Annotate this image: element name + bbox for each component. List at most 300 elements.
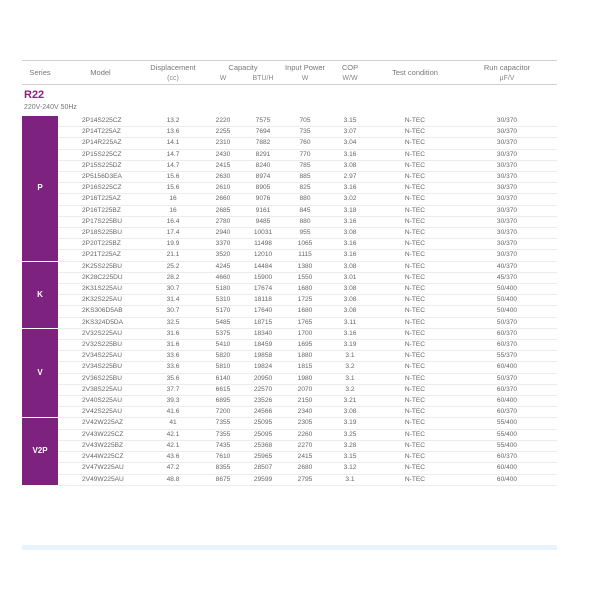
cell-input-power: 2340	[283, 407, 327, 418]
cell-cop: 3.08	[327, 160, 373, 171]
cell-test-condition: N-TEC	[373, 384, 457, 395]
cell-input-power: 2070	[283, 384, 327, 395]
cell-displacement: 19.9	[143, 239, 203, 250]
table-row	[22, 239, 557, 250]
header-run-capacitor: Run capacitor	[457, 61, 557, 74]
table-body	[22, 116, 557, 485]
header-capacity-w: W	[203, 73, 243, 85]
cell-capacity-w: 6615	[203, 384, 243, 395]
cell-capacity-w: 4660	[203, 272, 243, 283]
cell-capacity-btu: 19858	[243, 351, 283, 362]
cell-capacity-btu: 28507	[243, 463, 283, 474]
cell-cop: 3.08	[327, 228, 373, 239]
table-row	[22, 250, 557, 261]
cell-model: 2P16T225BZ	[58, 205, 143, 216]
cell-input-power: 1380	[283, 261, 327, 272]
cell-cop: 3.16	[327, 183, 373, 194]
cell-model: 2V32S225AU	[58, 328, 143, 339]
cell-input-power: 2415	[283, 452, 327, 463]
cell-displacement: 15.6	[143, 172, 203, 183]
cell-displacement: 16	[143, 205, 203, 216]
cell-run-capacitor: 30/370	[457, 149, 557, 160]
compressor-spec-table	[22, 60, 557, 85]
cell-cop: 3.28	[327, 440, 373, 451]
refrigerant-title: R22	[24, 89, 45, 101]
table-row	[22, 418, 557, 429]
cell-capacity-w: 5375	[203, 328, 243, 339]
cell-model: 2P14R225AZ	[58, 138, 143, 149]
cell-displacement: 15.6	[143, 183, 203, 194]
cell-capacity-w: 5820	[203, 351, 243, 362]
cell-cop: 3.08	[327, 295, 373, 306]
cell-capacity-w: 2940	[203, 228, 243, 239]
cell-capacity-btu: 7882	[243, 138, 283, 149]
cell-capacity-btu: 29599	[243, 474, 283, 485]
cell-input-power: 1980	[283, 373, 327, 384]
cell-capacity-w: 5810	[203, 362, 243, 373]
series-label: K	[22, 261, 58, 328]
cell-model: 2P17S225BU	[58, 216, 143, 227]
cell-input-power: 955	[283, 228, 327, 239]
cell-cop: 3.16	[327, 216, 373, 227]
cell-capacity-btu: 22570	[243, 384, 283, 395]
cell-test-condition: N-TEC	[373, 127, 457, 138]
header-test-condition: Test condition	[373, 61, 457, 85]
cell-run-capacitor: 30/370	[457, 239, 557, 250]
cell-capacity-w: 2255	[203, 127, 243, 138]
cell-run-capacitor: 60/370	[457, 340, 557, 351]
cell-capacity-w: 2310	[203, 138, 243, 149]
cell-capacity-btu: 25368	[243, 440, 283, 451]
cell-input-power: 770	[283, 149, 327, 160]
cell-model: 2K28C225DU	[58, 272, 143, 283]
table-row	[22, 340, 557, 351]
cell-test-condition: N-TEC	[373, 272, 457, 283]
cell-model: 2V42W225AZ	[58, 418, 143, 429]
voltage-label: 220V-240V 50Hz	[24, 104, 77, 111]
cell-cop: 3.21	[327, 396, 373, 407]
table-row	[22, 474, 557, 485]
cell-cop: 3.1	[327, 373, 373, 384]
cell-displacement: 16	[143, 194, 203, 205]
cell-input-power: 1880	[283, 351, 327, 362]
table-row	[22, 272, 557, 283]
table-row	[22, 149, 557, 160]
cell-cop: 3.12	[327, 463, 373, 474]
cell-input-power: 1065	[283, 239, 327, 250]
cell-cop: 3.19	[327, 418, 373, 429]
cell-run-capacitor: 55/400	[457, 429, 557, 440]
cell-test-condition: N-TEC	[373, 239, 457, 250]
cell-model: 2KS306D5AB	[58, 306, 143, 317]
table-row	[22, 138, 557, 149]
cell-capacity-w: 7435	[203, 440, 243, 451]
cell-test-condition: N-TEC	[373, 172, 457, 183]
cell-input-power: 760	[283, 138, 327, 149]
cell-input-power: 2795	[283, 474, 327, 485]
cell-model: 2K32S225AU	[58, 295, 143, 306]
cell-test-condition: N-TEC	[373, 149, 457, 160]
cell-capacity-w: 7355	[203, 429, 243, 440]
cell-model: 2V49W225AU	[58, 474, 143, 485]
cell-capacity-w: 4245	[203, 261, 243, 272]
series-label: V2P	[22, 418, 58, 485]
cell-capacity-btu: 24566	[243, 407, 283, 418]
cell-model: 2P14S225CZ	[58, 116, 143, 127]
table-row	[22, 172, 557, 183]
cell-run-capacitor: 30/370	[457, 116, 557, 127]
cell-capacity-btu: 17640	[243, 306, 283, 317]
table-row	[22, 194, 557, 205]
cell-displacement: 42.1	[143, 440, 203, 451]
cell-run-capacitor: 60/400	[457, 463, 557, 474]
cell-test-condition: N-TEC	[373, 250, 457, 261]
cell-run-capacitor: 50/400	[457, 284, 557, 295]
cell-run-capacitor: 50/400	[457, 306, 557, 317]
cell-model: 2K25S225BU	[58, 261, 143, 272]
cell-run-capacitor: 30/370	[457, 250, 557, 261]
cell-test-condition: N-TEC	[373, 317, 457, 328]
cell-input-power: 2680	[283, 463, 327, 474]
cell-input-power: 735	[283, 127, 327, 138]
cell-displacement: 28.2	[143, 272, 203, 283]
cell-capacity-btu: 12010	[243, 250, 283, 261]
cell-capacity-w: 7355	[203, 418, 243, 429]
cell-input-power: 1115	[283, 250, 327, 261]
cell-displacement: 31.6	[143, 340, 203, 351]
cell-model: 2P14T225AZ	[58, 127, 143, 138]
cell-capacity-w: 2630	[203, 172, 243, 183]
cell-input-power: 1680	[283, 306, 327, 317]
cell-model: 2V43W225CZ	[58, 429, 143, 440]
cell-input-power: 785	[283, 160, 327, 171]
cell-displacement: 14.7	[143, 149, 203, 160]
cell-capacity-w: 2610	[203, 183, 243, 194]
cell-displacement: 33.6	[143, 351, 203, 362]
cell-displacement: 41	[143, 418, 203, 429]
cell-test-condition: N-TEC	[373, 396, 457, 407]
cell-displacement: 14.1	[143, 138, 203, 149]
cell-cop: 3.1	[327, 351, 373, 362]
cell-capacity-btu: 18340	[243, 328, 283, 339]
compressor-data-table	[22, 116, 557, 486]
cell-run-capacitor: 55/400	[457, 418, 557, 429]
cell-model: 2V32S225BU	[58, 340, 143, 351]
cell-capacity-btu: 18118	[243, 295, 283, 306]
cell-test-condition: N-TEC	[373, 306, 457, 317]
cell-test-condition: N-TEC	[373, 205, 457, 216]
cell-capacity-w: 5170	[203, 306, 243, 317]
cell-cop: 3.18	[327, 205, 373, 216]
cell-cop: 3.16	[327, 250, 373, 261]
cell-test-condition: N-TEC	[373, 351, 457, 362]
cell-displacement: 37.7	[143, 384, 203, 395]
bottom-scroll-bar	[22, 545, 557, 550]
cell-model: 2V43W225BZ	[58, 440, 143, 451]
cell-test-condition: N-TEC	[373, 295, 457, 306]
cell-capacity-w: 2685	[203, 205, 243, 216]
table-row	[22, 261, 557, 272]
cell-model: 2K31S225AU	[58, 284, 143, 295]
cell-capacity-btu: 18715	[243, 317, 283, 328]
table-row	[22, 373, 557, 384]
cell-input-power: 2260	[283, 429, 327, 440]
cell-model: 2P5156D3EA	[58, 172, 143, 183]
cell-displacement: 35.6	[143, 373, 203, 384]
cell-capacity-w: 7200	[203, 407, 243, 418]
cell-model: 2P21T225AZ	[58, 250, 143, 261]
table-row	[22, 351, 557, 362]
cell-cop: 3.15	[327, 116, 373, 127]
cell-capacity-btu: 8291	[243, 149, 283, 160]
cell-capacity-btu: 11498	[243, 239, 283, 250]
cell-run-capacitor: 60/400	[457, 396, 557, 407]
header-displacement-unit: (cc)	[143, 73, 203, 85]
cell-test-condition: N-TEC	[373, 418, 457, 429]
cell-capacity-w: 2430	[203, 149, 243, 160]
cell-run-capacitor: 30/370	[457, 228, 557, 239]
cell-capacity-btu: 25095	[243, 418, 283, 429]
cell-test-condition: N-TEC	[373, 228, 457, 239]
table-row	[22, 407, 557, 418]
table-row	[22, 116, 557, 127]
cell-capacity-w: 7610	[203, 452, 243, 463]
cell-input-power: 1725	[283, 295, 327, 306]
cell-cop: 2.97	[327, 172, 373, 183]
cell-run-capacitor: 60/400	[457, 474, 557, 485]
cell-capacity-w: 5410	[203, 340, 243, 351]
cell-input-power: 2150	[283, 396, 327, 407]
cell-cop: 3.04	[327, 138, 373, 149]
cell-test-condition: N-TEC	[373, 474, 457, 485]
cell-displacement: 31.6	[143, 328, 203, 339]
cell-model: 2P16S225CZ	[58, 183, 143, 194]
series-label: P	[22, 116, 58, 261]
cell-capacity-w: 5180	[203, 284, 243, 295]
cell-run-capacitor: 45/370	[457, 272, 557, 283]
cell-input-power: 1550	[283, 272, 327, 283]
cell-test-condition: N-TEC	[373, 440, 457, 451]
cell-capacity-btu: 9076	[243, 194, 283, 205]
cell-input-power: 1700	[283, 328, 327, 339]
cell-model: 2V42S225AU	[58, 407, 143, 418]
cell-test-condition: N-TEC	[373, 116, 457, 127]
cell-test-condition: N-TEC	[373, 340, 457, 351]
cell-displacement: 33.6	[143, 362, 203, 373]
cell-model: 2V34S225AU	[58, 351, 143, 362]
cell-model: 2V40S225AU	[58, 396, 143, 407]
cell-input-power: 705	[283, 116, 327, 127]
cell-run-capacitor: 50/370	[457, 373, 557, 384]
cell-run-capacitor: 30/370	[457, 216, 557, 227]
cell-capacity-btu: 23526	[243, 396, 283, 407]
cell-capacity-btu: 14484	[243, 261, 283, 272]
cell-displacement: 48.8	[143, 474, 203, 485]
cell-capacity-w: 2660	[203, 194, 243, 205]
table-row	[22, 127, 557, 138]
cell-run-capacitor: 50/400	[457, 295, 557, 306]
cell-run-capacitor: 60/370	[457, 407, 557, 418]
cell-input-power: 880	[283, 194, 327, 205]
cell-input-power: 1815	[283, 362, 327, 373]
cell-displacement: 32.5	[143, 317, 203, 328]
cell-run-capacitor: 30/370	[457, 138, 557, 149]
cell-run-capacitor: 30/370	[457, 194, 557, 205]
table-row	[22, 328, 557, 339]
cell-capacity-w: 3370	[203, 239, 243, 250]
header-series: Series	[22, 61, 58, 85]
cell-capacity-btu: 15900	[243, 272, 283, 283]
cell-test-condition: N-TEC	[373, 138, 457, 149]
cell-cop: 3.2	[327, 384, 373, 395]
cell-test-condition: N-TEC	[373, 463, 457, 474]
cell-input-power: 2305	[283, 418, 327, 429]
table-row	[22, 362, 557, 373]
cell-model: 2V36S225BU	[58, 373, 143, 384]
cell-displacement: 25.2	[143, 261, 203, 272]
cell-model: 2P16T225AZ	[58, 194, 143, 205]
cell-run-capacitor: 30/370	[457, 183, 557, 194]
cell-cop: 3.01	[327, 272, 373, 283]
cell-run-capacitor: 40/370	[457, 261, 557, 272]
cell-test-condition: N-TEC	[373, 362, 457, 373]
cell-displacement: 47.2	[143, 463, 203, 474]
cell-test-condition: N-TEC	[373, 160, 457, 171]
cell-displacement: 17.4	[143, 228, 203, 239]
cell-capacity-btu: 25965	[243, 452, 283, 463]
cell-input-power: 2270	[283, 440, 327, 451]
table-row	[22, 160, 557, 171]
cell-cop: 3.19	[327, 340, 373, 351]
header-model: Model	[58, 61, 143, 85]
table-row	[22, 284, 557, 295]
table-row	[22, 440, 557, 451]
cell-run-capacitor: 30/370	[457, 172, 557, 183]
cell-cop: 3.16	[327, 328, 373, 339]
cell-run-capacitor: 55/370	[457, 351, 557, 362]
table-row	[22, 429, 557, 440]
cell-capacity-w: 2780	[203, 216, 243, 227]
cell-test-condition: N-TEC	[373, 328, 457, 339]
cell-capacity-btu: 18459	[243, 340, 283, 351]
table-row	[22, 317, 557, 328]
cell-run-capacitor: 55/400	[457, 440, 557, 451]
cell-test-condition: N-TEC	[373, 284, 457, 295]
cell-cop: 3.11	[327, 317, 373, 328]
cell-capacity-w: 8355	[203, 463, 243, 474]
cell-cop: 3.25	[327, 429, 373, 440]
table-row	[22, 396, 557, 407]
cell-cop: 3.08	[327, 284, 373, 295]
cell-run-capacitor: 60/370	[457, 328, 557, 339]
header-input-power-unit: W	[283, 73, 327, 85]
cell-capacity-btu: 7694	[243, 127, 283, 138]
table-row	[22, 452, 557, 463]
cell-model: 2V38S225AU	[58, 384, 143, 395]
cell-cop: 3.02	[327, 194, 373, 205]
cell-displacement: 39.3	[143, 396, 203, 407]
cell-displacement: 31.4	[143, 295, 203, 306]
cell-capacity-w: 6895	[203, 396, 243, 407]
cell-capacity-btu: 25095	[243, 429, 283, 440]
cell-displacement: 41.6	[143, 407, 203, 418]
cell-test-condition: N-TEC	[373, 183, 457, 194]
cell-run-capacitor: 30/370	[457, 160, 557, 171]
cell-capacity-btu: 17674	[243, 284, 283, 295]
cell-model: 2V44W225CZ	[58, 452, 143, 463]
header-cop-unit: W/W	[327, 73, 373, 85]
cell-displacement: 16.4	[143, 216, 203, 227]
cell-capacity-w: 5485	[203, 317, 243, 328]
cell-test-condition: N-TEC	[373, 216, 457, 227]
cell-input-power: 845	[283, 205, 327, 216]
cell-capacity-btu: 19824	[243, 362, 283, 373]
cell-displacement: 14.7	[143, 160, 203, 171]
cell-cop: 3.08	[327, 261, 373, 272]
cell-input-power: 1680	[283, 284, 327, 295]
header-cop: COP	[327, 61, 373, 74]
cell-test-condition: N-TEC	[373, 194, 457, 205]
cell-run-capacitor: 50/370	[457, 317, 557, 328]
cell-test-condition: N-TEC	[373, 407, 457, 418]
cell-model: 2P18S225BU	[58, 228, 143, 239]
table-header	[22, 61, 557, 85]
cell-displacement: 21.1	[143, 250, 203, 261]
cell-run-capacitor: 60/400	[457, 362, 557, 373]
table-row	[22, 306, 557, 317]
cell-cop: 3.08	[327, 306, 373, 317]
cell-input-power: 885	[283, 172, 327, 183]
cell-displacement: 13.2	[143, 116, 203, 127]
cell-capacity-w: 6140	[203, 373, 243, 384]
cell-input-power: 880	[283, 216, 327, 227]
cell-displacement: 30.7	[143, 284, 203, 295]
cell-cop: 3.07	[327, 127, 373, 138]
cell-cop: 3.08	[327, 407, 373, 418]
cell-capacity-btu: 8974	[243, 172, 283, 183]
header-displacement: Displacement	[143, 61, 203, 74]
table-row	[22, 228, 557, 239]
cell-cop: 3.15	[327, 452, 373, 463]
cell-input-power: 1695	[283, 340, 327, 351]
cell-capacity-btu: 9485	[243, 216, 283, 227]
cell-model: 2P15S225CZ	[58, 149, 143, 160]
table-row	[22, 295, 557, 306]
cell-cop: 3.16	[327, 149, 373, 160]
spec-sheet	[22, 60, 557, 486]
cell-cop: 3.1	[327, 474, 373, 485]
cell-run-capacitor: 30/370	[457, 205, 557, 216]
cell-capacity-btu: 9161	[243, 205, 283, 216]
cell-cop: 3.16	[327, 239, 373, 250]
cell-run-capacitor: 60/370	[457, 384, 557, 395]
cell-model: 2P20T225BZ	[58, 239, 143, 250]
cell-capacity-btu: 10031	[243, 228, 283, 239]
header-input-power: Input Power	[284, 62, 326, 72]
cell-capacity-w: 8675	[203, 474, 243, 485]
cell-capacity-w: 5310	[203, 295, 243, 306]
table-row	[22, 205, 557, 216]
cell-model: 2P15S225DZ	[58, 160, 143, 171]
cell-capacity-btu: 7575	[243, 116, 283, 127]
cell-model: 2V34S225BU	[58, 362, 143, 373]
cell-capacity-btu: 8240	[243, 160, 283, 171]
cell-capacity-btu: 8905	[243, 183, 283, 194]
cell-capacity-w: 2415	[203, 160, 243, 171]
cell-displacement: 43.6	[143, 452, 203, 463]
table-row	[22, 216, 557, 227]
cell-input-power: 825	[283, 183, 327, 194]
